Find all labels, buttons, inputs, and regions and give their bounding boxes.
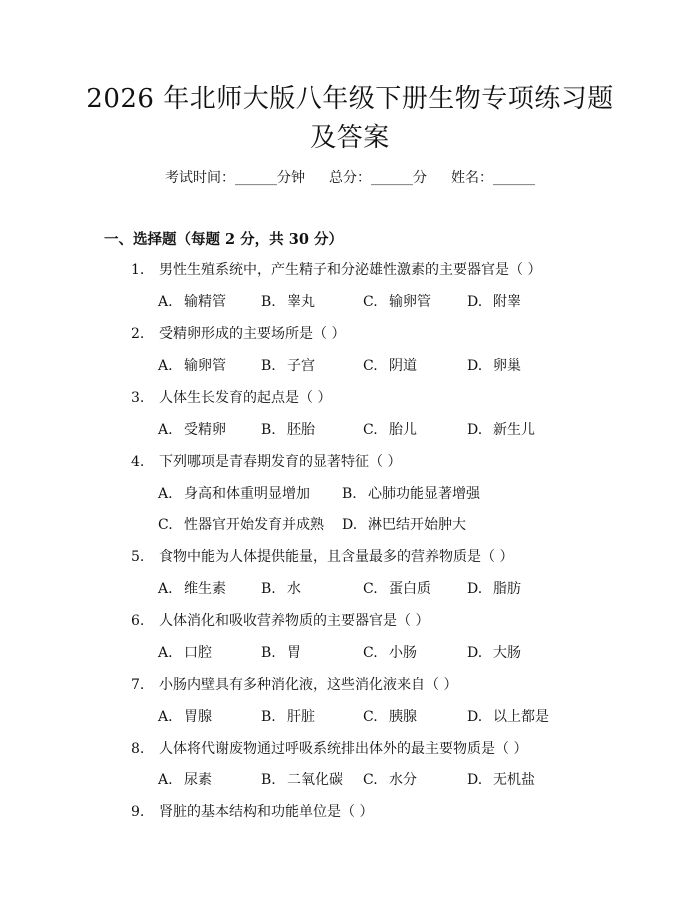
question-text: 小肠内壁具有多种消化液，这些消化液来自（ ） <box>159 677 458 693</box>
option-letter: D. <box>342 517 358 533</box>
question-number: 5. <box>131 549 145 565</box>
option-text: 蛋白质 <box>389 581 431 597</box>
option-letter: D. <box>467 422 483 438</box>
option-letter: A. <box>158 358 173 374</box>
option-letter: C. <box>363 358 378 374</box>
option-b <box>261 291 315 313</box>
question-2 <box>131 323 345 345</box>
question-text: 人体生长发育的起点是（ ） <box>159 390 332 406</box>
option-text: 小肠 <box>389 645 417 661</box>
option-letter: A. <box>158 645 173 661</box>
question-text: 下列哪项是青春期发育的显著特征（ ） <box>159 454 402 470</box>
option-letter: B. <box>261 581 276 597</box>
option-text: 阴道 <box>389 358 417 374</box>
option-text: 附睾 <box>493 294 521 310</box>
question-5 <box>131 546 513 568</box>
option-letter: B. <box>261 709 276 725</box>
option-c <box>158 514 324 536</box>
option-text: 子宫 <box>287 358 315 374</box>
option-letter: C. <box>158 517 173 533</box>
option-a <box>158 578 226 600</box>
question-text: 人体消化和吸收营养物质的主要器官是（ ） <box>159 613 430 629</box>
option-text: 口腔 <box>184 645 212 661</box>
section-title: 一、选择题（每题 2 分，共 30 分） <box>104 231 343 248</box>
option-b <box>261 706 315 728</box>
option-text: 大肠 <box>493 645 521 661</box>
question-number: 2. <box>131 326 145 342</box>
option-text: 二氧化碳 <box>287 772 343 788</box>
option-d <box>467 355 521 377</box>
question-9 <box>131 801 373 823</box>
option-c <box>363 578 431 600</box>
option-d <box>467 769 535 791</box>
option-d <box>467 419 535 441</box>
option-a <box>158 706 212 728</box>
option-text: 水 <box>287 581 301 597</box>
option-c <box>363 355 417 377</box>
option-text: 脂肪 <box>493 581 521 597</box>
option-letter: C. <box>363 709 378 725</box>
question-7 <box>131 674 457 696</box>
option-a <box>158 642 212 664</box>
option-text: 睾丸 <box>287 294 315 310</box>
option-letter: D. <box>467 645 483 661</box>
option-letter: A. <box>158 486 173 502</box>
option-d <box>467 706 549 728</box>
question-text: 人体将代谢废物通过呼吸系统排出体外的最主要物质是（ ） <box>159 741 528 757</box>
option-text: 输精管 <box>184 294 226 310</box>
option-text: 胰腺 <box>389 709 417 725</box>
question-text: 男性生殖系统中，产生精子和分泌雄性激素的主要器官是（ ） <box>159 262 542 278</box>
option-text: 胚胎 <box>287 422 315 438</box>
option-c <box>363 291 431 313</box>
option-letter: C. <box>363 645 378 661</box>
option-letter: A. <box>158 581 173 597</box>
option-letter: C. <box>363 422 378 438</box>
total-score-label: 总分：______分 <box>329 170 427 186</box>
option-letter: D. <box>467 358 483 374</box>
option-letter: B. <box>261 645 276 661</box>
option-text: 胃腺 <box>184 709 212 725</box>
question-number: 7. <box>131 677 145 693</box>
option-d <box>342 514 466 536</box>
question-3 <box>131 387 331 409</box>
option-letter: D. <box>467 772 483 788</box>
option-text: 胎儿 <box>389 422 417 438</box>
option-text: 输卵管 <box>389 294 431 310</box>
option-b <box>261 419 315 441</box>
option-b <box>261 769 343 791</box>
option-letter: B. <box>261 772 276 788</box>
exam-meta <box>0 167 700 189</box>
option-letter: C. <box>363 294 378 310</box>
option-text: 受精卵 <box>184 422 226 438</box>
option-text: 以上都是 <box>493 709 549 725</box>
student-name-label: 姓名：______ <box>451 170 535 186</box>
option-text: 无机盐 <box>493 772 535 788</box>
option-c <box>363 769 417 791</box>
option-letter: A. <box>158 294 173 310</box>
option-text: 心肺功能显著增强 <box>368 486 480 502</box>
option-letter: C. <box>363 772 378 788</box>
option-text: 身高和体重明显增加 <box>184 486 310 502</box>
option-a <box>158 419 226 441</box>
option-text: 肝脏 <box>287 709 315 725</box>
option-a <box>158 769 212 791</box>
option-text: 水分 <box>389 772 417 788</box>
option-c <box>363 642 417 664</box>
option-letter: C. <box>363 581 378 597</box>
page-title-line-1: 2026 年北师大版八年级下册生物专项练习题 <box>86 84 614 114</box>
question-text: 食物中能为人体提供能量，且含量最多的营养物质是（ ） <box>159 549 514 565</box>
option-letter: D. <box>467 581 483 597</box>
question-1 <box>131 259 541 281</box>
option-text: 尿素 <box>184 772 212 788</box>
option-a <box>158 355 226 377</box>
option-letter: D. <box>467 709 483 725</box>
option-c <box>363 419 417 441</box>
option-text: 输卵管 <box>184 358 226 374</box>
option-c <box>363 706 417 728</box>
question-4 <box>131 451 401 473</box>
option-letter: A. <box>158 709 173 725</box>
option-b <box>261 642 301 664</box>
option-letter: B. <box>342 486 357 502</box>
option-letter: D. <box>467 294 483 310</box>
question-number: 1. <box>131 262 145 278</box>
option-letter: A. <box>158 772 173 788</box>
option-d <box>467 291 521 313</box>
option-text: 胃 <box>287 645 301 661</box>
question-number: 6. <box>131 613 145 629</box>
option-text: 卵巢 <box>493 358 521 374</box>
question-number: 4. <box>131 454 145 470</box>
option-text: 性器官开始发育并成熟 <box>184 517 324 533</box>
question-8 <box>131 738 527 760</box>
option-a <box>158 483 310 505</box>
option-a <box>158 291 226 313</box>
option-letter: B. <box>261 422 276 438</box>
question-text: 肾脏的基本结构和功能单位是（ ） <box>159 804 374 820</box>
option-letter: B. <box>261 294 276 310</box>
question-6 <box>131 610 429 632</box>
option-text: 维生素 <box>184 581 226 597</box>
option-d <box>467 578 521 600</box>
option-d <box>467 642 521 664</box>
option-text: 新生儿 <box>493 422 535 438</box>
option-b <box>261 578 301 600</box>
option-b <box>342 483 480 505</box>
option-letter: A. <box>158 422 173 438</box>
option-letter: B. <box>261 358 276 374</box>
question-number: 9. <box>131 804 145 820</box>
page-title-line-2: 及答案 <box>310 123 390 153</box>
question-number: 3. <box>131 390 145 406</box>
question-number: 8. <box>131 741 145 757</box>
option-text: 淋巴结开始肿大 <box>368 517 466 533</box>
question-text: 受精卵形成的主要场所是（ ） <box>159 326 346 342</box>
option-b <box>261 355 315 377</box>
exam-time-label: 考试时间：______分钟 <box>165 170 305 186</box>
